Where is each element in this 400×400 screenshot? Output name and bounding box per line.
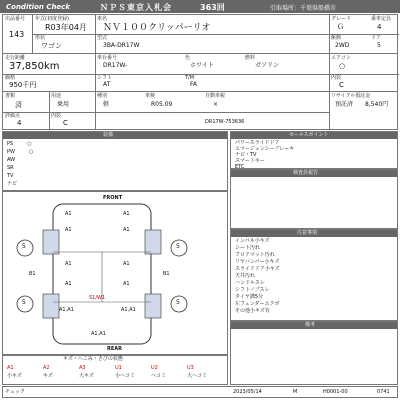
auction-name: ＮＰＳ東京入札会 bbox=[100, 3, 172, 12]
notes-title: 注意事項 bbox=[297, 230, 318, 236]
equipment-item-label: PW bbox=[7, 149, 15, 155]
damage-code-6: A1 bbox=[123, 261, 130, 267]
sales-point-item: ナビ・TV bbox=[235, 152, 257, 158]
fuel-value: ガソリン bbox=[255, 62, 280, 69]
color-label: 色 bbox=[185, 55, 191, 61]
damage-code-10: B1 bbox=[163, 271, 170, 277]
legend-desc: 大キズ bbox=[79, 373, 94, 379]
sales-point-item: ETC bbox=[235, 164, 245, 170]
shift-value: AT bbox=[103, 81, 111, 88]
use-cell bbox=[49, 92, 96, 129]
equipment-title: 装備 bbox=[103, 132, 114, 138]
drive-label: 駆動 bbox=[331, 35, 342, 41]
equipment-panel bbox=[2, 131, 228, 191]
legend-desc: 小キズ bbox=[7, 373, 22, 379]
note-item: 左フェンダーエクボ bbox=[235, 301, 280, 307]
remarks-title: 備考 bbox=[305, 322, 316, 328]
note-item: インパネ小キズ bbox=[235, 238, 270, 244]
use-value: 乗用 bbox=[57, 101, 70, 108]
damage-code-2: A1 bbox=[123, 211, 130, 217]
damage-code-9: B1 bbox=[29, 271, 36, 277]
legend-desc: ヘコミ bbox=[151, 373, 167, 379]
inspector-title: 検査員報告 bbox=[293, 170, 319, 176]
footer-inspector: M bbox=[293, 389, 298, 395]
grade2-label: 種別 bbox=[97, 93, 108, 99]
lot-label: 出品番号 bbox=[5, 16, 26, 22]
legend-code: A3 bbox=[79, 365, 86, 371]
mileage-value: 37,850km bbox=[9, 61, 60, 72]
spec-row-1 bbox=[2, 14, 398, 54]
equipment-header bbox=[3, 132, 227, 139]
location-label: 引取場所： bbox=[270, 5, 301, 12]
note-item: リヤバンパー小キズ bbox=[235, 259, 280, 265]
equipment-item-label: TV bbox=[7, 173, 14, 179]
footer-serial: H0001-00 bbox=[323, 389, 348, 395]
tire-fr: 5 bbox=[176, 243, 180, 250]
legend-code: U3 bbox=[187, 365, 194, 371]
ac-label: エアコン bbox=[331, 55, 351, 61]
seats-value: 4 bbox=[377, 23, 382, 31]
tr-value: FA bbox=[190, 81, 198, 88]
year-value: R03年04月 bbox=[45, 23, 87, 32]
price-label: 価格 bbox=[5, 75, 16, 81]
inspection-cell bbox=[95, 92, 330, 129]
damage-code-12: A1,A1 bbox=[121, 307, 136, 313]
note-item: スライドドア小キズ bbox=[235, 266, 280, 272]
equipment-item-label: PS bbox=[7, 141, 14, 147]
diagram-center-text: S1/W1 bbox=[89, 295, 106, 301]
equipment-item-mark: ○ bbox=[28, 149, 34, 155]
inspector-panel bbox=[230, 169, 398, 229]
note-item: シフトノブスレ bbox=[235, 287, 270, 293]
score-value: 4 bbox=[17, 119, 22, 127]
damage-code-11: A1,A1 bbox=[59, 307, 74, 313]
grade-value: Ｇ bbox=[337, 23, 344, 31]
damage-code-5: A1 bbox=[65, 261, 72, 267]
sales-points-panel bbox=[230, 131, 398, 169]
seal-value: C bbox=[339, 81, 344, 89]
spec-row-3 bbox=[2, 92, 398, 130]
model-label: 型式 bbox=[97, 35, 108, 41]
seal-label: 内装 bbox=[331, 75, 342, 81]
notes-panel bbox=[230, 229, 398, 321]
equipment-item bbox=[7, 166, 28, 171]
color-value: ホワイト bbox=[190, 62, 214, 69]
seats-label: 乗車定員 bbox=[371, 16, 392, 22]
check-label: チェック bbox=[5, 389, 25, 395]
year-label: 年式(初度登録) bbox=[35, 16, 69, 22]
legend-code: A1 bbox=[7, 365, 14, 371]
legend-desc: 小ヘコミ bbox=[115, 373, 136, 379]
legend-code: U2 bbox=[151, 365, 158, 371]
sales-point-item: パワースライドドア bbox=[235, 140, 280, 146]
score-label: 評価点 bbox=[5, 113, 21, 119]
ac-value: ○ bbox=[339, 62, 346, 70]
tire-fl: 5 bbox=[22, 243, 26, 250]
equipment-item bbox=[7, 182, 31, 187]
mileage-cell bbox=[3, 54, 96, 91]
int-value: C bbox=[63, 119, 68, 127]
footer-bar bbox=[2, 386, 398, 398]
fuel-label: 燃料 bbox=[245, 55, 256, 61]
legend-desc: キズ bbox=[43, 373, 53, 379]
note-item: ハンドルスレ bbox=[235, 280, 265, 286]
sales-point-item: スマートキー bbox=[235, 158, 265, 164]
rear-label: REAR bbox=[107, 346, 122, 352]
damage-code-8: A1 bbox=[123, 281, 130, 287]
header-bar bbox=[0, 0, 400, 13]
damage-code-1: A1 bbox=[65, 211, 72, 217]
damage-code-4: A1 bbox=[123, 227, 130, 233]
drive-value: 2WD bbox=[335, 42, 350, 49]
equipment-item bbox=[7, 150, 33, 155]
door-label: ドア bbox=[371, 35, 381, 41]
equipment-item bbox=[7, 142, 32, 147]
footer-date: 2023/05/14 bbox=[233, 389, 262, 395]
doc-cell bbox=[3, 92, 50, 129]
damage-code-7: A1 bbox=[65, 281, 72, 287]
car-outline bbox=[3, 192, 229, 356]
auction-lot: 363回 bbox=[200, 3, 225, 12]
year-cell bbox=[33, 15, 96, 53]
ac-cell bbox=[329, 54, 399, 91]
type-value: ワゴン bbox=[41, 42, 62, 50]
note-item: 天井汚れ bbox=[235, 273, 256, 279]
equipment-item bbox=[7, 158, 29, 163]
grade-cell bbox=[329, 15, 399, 53]
tr-label: T/M bbox=[185, 75, 195, 81]
price-value: 950千円 bbox=[9, 81, 37, 89]
spec-row-2 bbox=[2, 54, 398, 92]
legend-panel bbox=[2, 355, 228, 385]
inspection-label: 車検 bbox=[145, 93, 156, 99]
footer-page: 0741 bbox=[377, 389, 390, 395]
equipment-item-mark: ○ bbox=[27, 141, 32, 147]
legend-code: U1 bbox=[115, 365, 122, 371]
inspection-value: R05.09 bbox=[151, 101, 173, 108]
lot-value: 143 bbox=[9, 30, 25, 39]
legend-title: キズ・へこみ・さびの状態 bbox=[63, 356, 123, 362]
grade-label: グレード bbox=[331, 16, 352, 22]
equipment-item-label: ナビ bbox=[7, 181, 18, 187]
legend-desc: 大ヘコミ bbox=[187, 373, 208, 379]
front-label: FRONT bbox=[103, 195, 123, 201]
tire-rl: 5 bbox=[22, 299, 26, 306]
vin-code-value: DR17W-753636 bbox=[205, 119, 245, 125]
car-cell bbox=[95, 15, 330, 53]
tax-value: × bbox=[213, 101, 219, 108]
recycle-amount: 8,540円 bbox=[365, 101, 389, 108]
sales-points-title: セールスポイント bbox=[289, 132, 329, 138]
tire-rr: 5 bbox=[176, 299, 180, 306]
grade2-value: 軽 bbox=[103, 101, 110, 108]
recycle-cell bbox=[329, 92, 399, 129]
sales-point-item: エマージェンシーブレーキ bbox=[235, 146, 295, 152]
recycle-value: 預託済 bbox=[335, 101, 354, 108]
doc-label: 書類 bbox=[5, 93, 16, 99]
brand-title: Condition Check bbox=[6, 3, 70, 11]
location-value: 千葉県船橋市 bbox=[300, 5, 337, 12]
damage-code-3: A1 bbox=[65, 227, 72, 233]
int-label: 内装 bbox=[51, 113, 62, 119]
car-value: ＮＶ１００クリッパーリオ bbox=[103, 23, 211, 33]
equipment-item bbox=[7, 174, 27, 179]
vin-value: DR17W- bbox=[103, 62, 128, 69]
use-label: 用途 bbox=[51, 93, 62, 99]
legend-code: A2 bbox=[43, 365, 50, 371]
model-value: 3BA-DR17W bbox=[103, 42, 140, 49]
note-item: タイヤ溝5分 bbox=[235, 294, 264, 300]
type-label: 形状 bbox=[35, 35, 46, 41]
shift-label: シフト bbox=[97, 75, 113, 81]
damage-code-13: A1,A1 bbox=[91, 331, 106, 337]
equipment-item-label: SR bbox=[7, 165, 14, 171]
car-diagram-panel bbox=[2, 191, 228, 355]
mileage-label: 走行距離 bbox=[5, 55, 26, 61]
vin-label: 車台番号 bbox=[97, 55, 118, 61]
note-item: シート汚れ bbox=[235, 245, 261, 251]
note-item: その他小キズ有 bbox=[235, 308, 270, 314]
recycle-label: リサイクル預託金 bbox=[331, 93, 371, 99]
remarks-panel bbox=[230, 321, 398, 385]
doc-value: 済 bbox=[15, 101, 22, 109]
lot-cell bbox=[3, 15, 33, 53]
note-item: フロアマット汚れ bbox=[235, 252, 275, 258]
tax-label: 自動車税 bbox=[205, 93, 226, 99]
equipment-item-label: AW bbox=[7, 157, 16, 163]
car-label: 車名 bbox=[97, 16, 108, 22]
door-value: 5 bbox=[377, 42, 381, 49]
vin-cell bbox=[95, 54, 330, 91]
